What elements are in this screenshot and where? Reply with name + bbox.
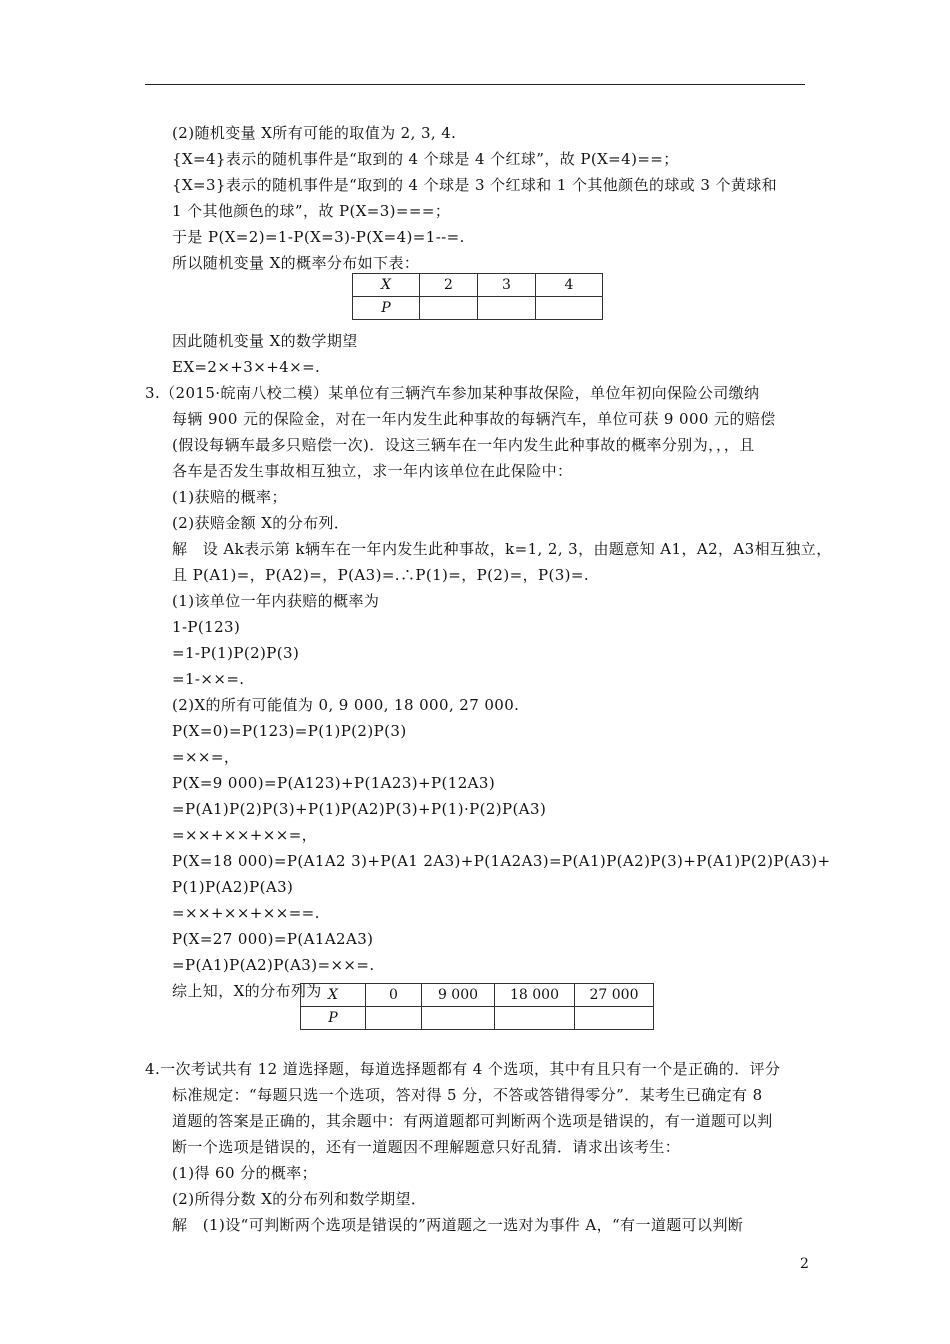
text-line: (1)得 60 分的概率； xyxy=(172,1164,318,1182)
text-line: 解 设 Ak表示第 k辆车在一年内发生此种事故，k=1, 2, 3，由题意知 A1，A2，A3相互独立， xyxy=(172,540,832,558)
distribution-table-1 xyxy=(352,273,603,320)
text-line: (1)获赔的概率； xyxy=(172,488,287,506)
table-cell xyxy=(575,1007,654,1030)
text-line: =××+××+××==. xyxy=(172,904,320,922)
text-line: 于是 P(X=2)=1-P(X=3)-P(X=4)=1--=. xyxy=(172,228,465,246)
table-cell: 3 xyxy=(478,274,536,297)
table-cell: 27 000 xyxy=(575,984,654,1007)
table-row xyxy=(353,297,603,320)
text-line: =P(A1)P(A2)P(A3)=××=. xyxy=(172,956,375,974)
text-line: P(X=0)=P(123)=P(1)P(2)P(3) xyxy=(172,722,407,740)
text-line: 1-P(123) xyxy=(172,618,241,636)
text-line: (2)X的所有可能值为 0, 9 000, 18 000, 27 000. xyxy=(172,696,520,714)
text-line: 断一个选项是错误的，还有一道题因不理解题意只好乱猜．请求出该考生： xyxy=(172,1138,681,1156)
text-line: P(X=9 000)=P(A123)+P(1A23)+P(12A3) xyxy=(172,774,496,792)
text-line: {X=3}表示的随机事件是“取到的 4 个球是 3 个红球和 1 个其他颜色的球或 3 个黄球和 xyxy=(172,176,778,194)
text-line: P(X=27 000)=P(A1A2A3) xyxy=(172,930,374,948)
table-cell: 18 000 xyxy=(495,984,575,1007)
text-line: (2)获赔金额 X的分布列． xyxy=(172,514,350,532)
text-line: (2)随机变量 X所有可能的取值为 2, 3, 4. xyxy=(172,124,457,142)
text-line: (假设每辆车最多只赔偿一次)．设这三辆车在一年内发生此种事故的概率分别为，，，且 xyxy=(172,436,755,454)
table-cell: X xyxy=(301,984,366,1007)
table-row xyxy=(301,1007,654,1030)
header-rule xyxy=(145,84,805,85)
text-line: (1)该单位一年内获赔的概率为 xyxy=(172,592,380,610)
text-line: 所以随机变量 X的概率分布如下表： xyxy=(172,254,420,272)
table-cell xyxy=(495,1007,575,1030)
table-cell xyxy=(478,297,536,320)
text-line: 道题的答案是正确的，其余题中：有两道题都可判断两个选项是错误的，有一道题可以判 xyxy=(172,1112,773,1130)
page-number: 2 xyxy=(800,1256,809,1272)
text-line: 因此随机变量 X的数学期望 xyxy=(172,332,358,350)
text-line: =P(A1)P(2)P(3)+P(1)P(A2)P(3)+P(1)·P(2)P(A3) xyxy=(172,800,547,818)
text-line: P(1)P(A2)P(A3) xyxy=(172,878,294,896)
text-line: {X=4}表示的随机事件是“取到的 4 个球是 4 个红球”，故 P(X=4)==； xyxy=(172,150,679,168)
table-cell: X xyxy=(353,274,420,297)
text-line: 1 个其他颜色的球”，故 P(X=3)===； xyxy=(172,202,451,220)
text-line: 各车是否发生事故相互独立，求一年内该单位在此保险中： xyxy=(172,462,573,480)
table-cell: P xyxy=(353,297,420,320)
text-line: P(X=18 000)=P(A1A2 3)+P(A1 2A3)+P(1A2A3)=P(A1)P(A2)P(3)+P(A1)P(2)P(A3)+ xyxy=(172,852,831,870)
text-line: =1-P(1)P(2)P(3) xyxy=(172,644,300,662)
table-cell xyxy=(366,1007,422,1030)
table-cell: 2 xyxy=(420,274,478,297)
text-line: =1-××=. xyxy=(172,670,245,688)
table-cell: 4 xyxy=(536,274,603,297)
text-line: (2)所得分数 X的分布列和数学期望． xyxy=(172,1190,427,1208)
table-cell xyxy=(422,1007,495,1030)
table-cell xyxy=(420,297,478,320)
text-line: 标准规定：“每题只选一个选项，答对得 5 分，不答或答错得零分”．某考生已确定有 8 xyxy=(172,1086,763,1104)
table-cell: P xyxy=(301,1007,366,1030)
table-row xyxy=(301,984,654,1007)
text-line: EX=2×+3×+4×=. xyxy=(172,358,321,376)
text-line: 每辆 900 元的保险金，对在一年内发生此种事故的每辆汽车，单位可获 9 000 元的赔偿 xyxy=(172,410,776,428)
table-cell: 9 000 xyxy=(422,984,495,1007)
text-line: 解 (1)设“可判断两个选项是错误的”两道题之一选对为事件 A，“有一道题可以判断 xyxy=(172,1216,744,1234)
text-line: 且 P(A1)=，P(A2)=，P(A3)=.∴P(1)=，P(2)=，P(3)=. xyxy=(172,566,590,584)
table-cell xyxy=(536,297,603,320)
table-cell: 0 xyxy=(366,984,422,1007)
text-line: =××+××+××=， xyxy=(172,826,318,844)
text-line: =××=， xyxy=(172,748,240,766)
distribution-table-2 xyxy=(300,983,654,1030)
table-row xyxy=(353,274,603,297)
text-line: 4.一次考试共有 12 道选择题，每道选择题都有 4 个选项，其中有且只有一个是正确的．评分 xyxy=(145,1060,781,1078)
text-line: 3.（2015·皖南八校二模）某单位有三辆汽车参加某种事故保险，单位年初向保险公司缴纳 xyxy=(145,384,760,402)
text-line: 综上知，X的分布列为 xyxy=(172,982,322,1000)
